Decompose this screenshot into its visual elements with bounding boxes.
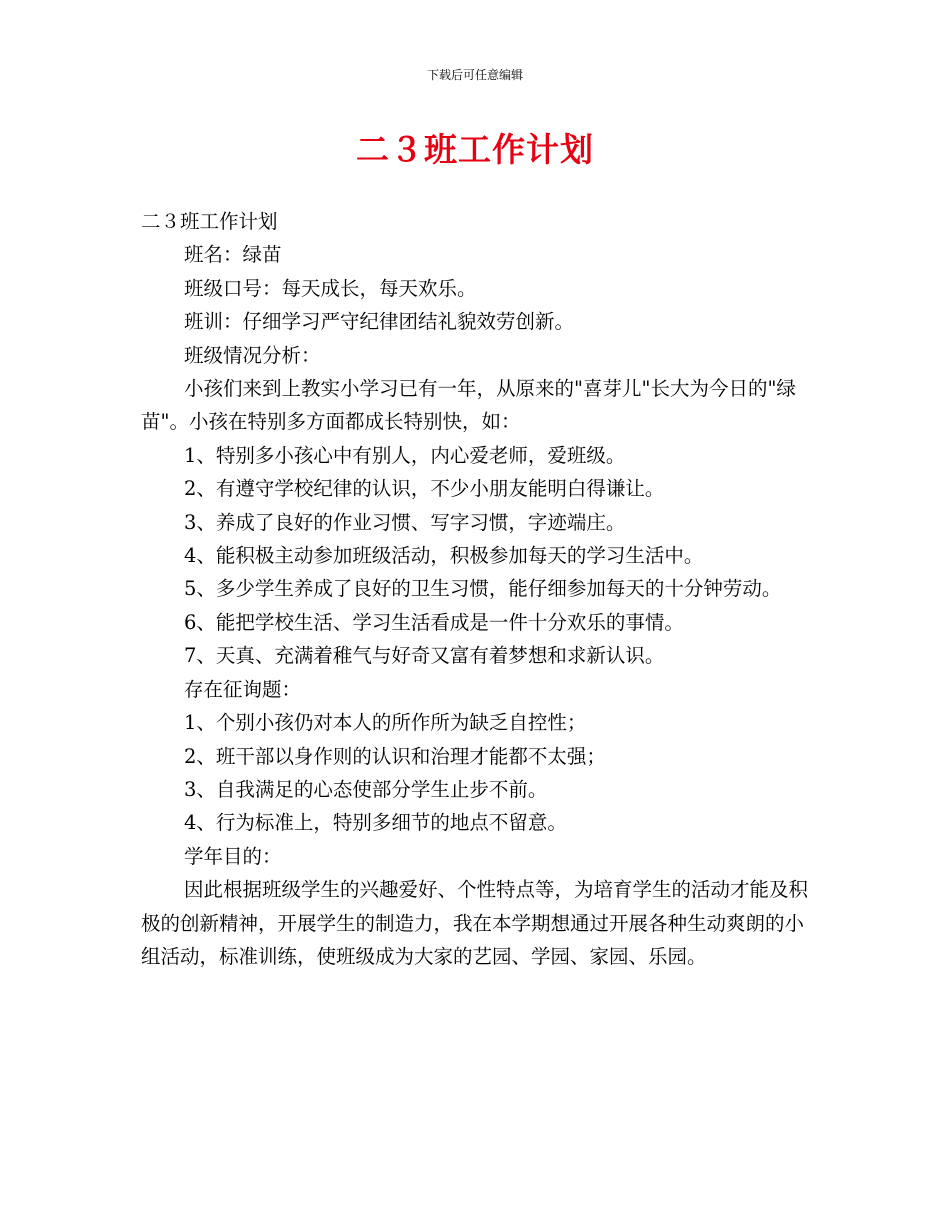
paragraph-analysis-heading: 班级情况分析： <box>184 343 321 367</box>
list-item-problem-3: 3、自我满足的心态使部分学生止步不前。 <box>184 777 548 801</box>
list-item-problem-4: 4、行为标准上，特别多细节的地点不留意。 <box>184 811 567 835</box>
list-item-problem-2: 2、班干部以身作则的认识和治理才能都不太强； <box>184 744 606 768</box>
document-body <box>141 205 823 973</box>
list-item-strength-2: 2、有遵守学校纪律的认识，不少小朋友能明白得谦让。 <box>184 477 665 501</box>
paragraph-problems-heading: 存在征询题： <box>184 677 302 701</box>
list-item-strength-4: 4、能积极主动参加班级活动，积极参加每天的学习生活中。 <box>184 544 704 568</box>
paragraph-goals-body: 因此根据班级学生的兴趣爱好、个性特点等，为培育学生的活动才能及积极的创新精神，开展学生的制造力，我在本学期想通过开展各种生动爽朗的小组活动，标准训练，使班级成为大家的艺园、学园、家园、乐园。 <box>141 878 809 968</box>
list-item-problem-1: 1、个别小孩仍对本人的所作所为缺乏自控性； <box>184 711 587 735</box>
list-item-strength-1: 1、特别多小孩心中有别人，内心爱老师，爱班级。 <box>184 443 626 467</box>
body-heading: 二３班工作计划 <box>141 210 278 233</box>
list-item-strength-5: 5、多少学生养成了良好的卫生习惯，能仔细参加每天的十分钟劳动。 <box>184 577 782 601</box>
list-item-strength-7: 7、天真、充满着稚气与好奇又富有着梦想和求新认识。 <box>184 644 665 668</box>
paragraph-class-motto: 班训：仔细学习严守纪律团结礼貌效劳创新。 <box>184 310 575 334</box>
header-note: 下载后可任意编辑 <box>426 68 523 82</box>
paragraph-analysis-intro: 小孩们来到上教实小学习已有一年，从原来的"喜芽儿"长大为今日的"绿苗"。小孩在特别多方面都成长特别快，如： <box>141 377 796 434</box>
paragraph-class-slogan: 班级口号：每天成长，每天欢乐。 <box>184 276 477 300</box>
list-item-strength-3: 3、养成了良好的作业习惯、写字习惯，字迹端庄。 <box>184 510 626 534</box>
paragraph-class-name: 班名：绿苗 <box>184 243 282 267</box>
list-item-strength-6: 6、能把学校生活、学习生活看成是一件十分欢乐的事情。 <box>184 610 684 634</box>
paragraph-goals-heading: 学年目的： <box>184 844 282 868</box>
document-title: 二３班工作计划 <box>356 130 594 169</box>
